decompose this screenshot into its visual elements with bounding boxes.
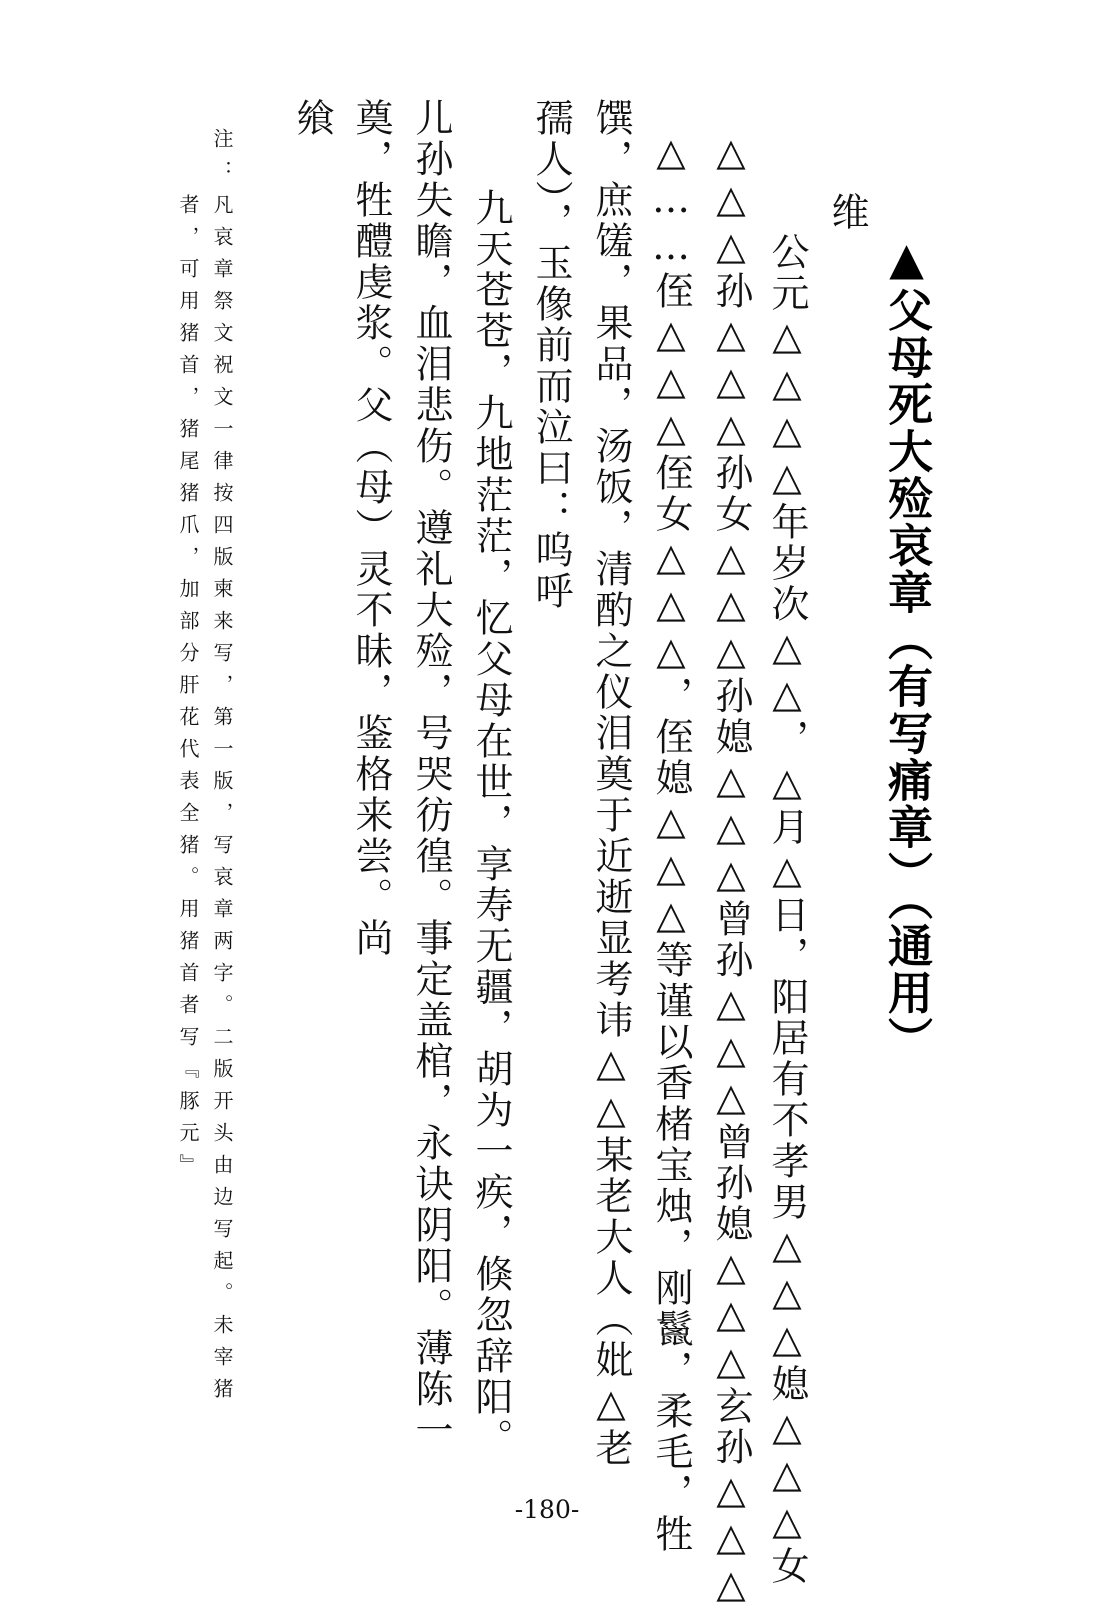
text-column-3: △△△孙△△△孙女△△△孙媳△△△曾孙△△△曾孙媳△△△玄孙△△△	[709, 130, 753, 1609]
page-number: -180-	[514, 1495, 580, 1524]
text-column-10: 飨	[290, 98, 334, 139]
page-title: ▲父母死大殓哀章（有写痛章）（通用）	[880, 232, 933, 1064]
text-column-6: 孺人），玉像前而泣曰：呜呼	[529, 98, 573, 612]
text-column-4: △……侄△△△侄女△△△，侄媳△△△等谨以香楮宝烛，刚鬣，柔毛，牲	[649, 130, 693, 1555]
note-line-1: 凡哀章祭文祝文一律按四版柬来写，第一版，写哀章两字。二版开头由边写起。未宰猪	[210, 194, 234, 1410]
text-column-8: 儿孙失瞻，血泪悲伤。遵礼大殓，号哭彷徨。事定盖棺，永诀阴阳。薄陈一	[409, 98, 453, 1451]
note-line-2: 者，可用猪首，猪尾猪爪，加部分肝花代表全猪。用猪首者写『豚元』	[176, 194, 200, 1186]
text-column-2: 公元△△△△年岁次△△，△月△日，阳居有不孝男△△△媳△△△女	[765, 232, 809, 1587]
text-column-7: 九天苍苍，九地茫茫，忆父母在世，享寿无疆，胡为一疾，倏忽辞阳。	[469, 188, 513, 1459]
text-column-1: 维	[825, 192, 869, 233]
text-column-9: 奠，牲醴虔浆。父（母）灵不昧，鉴格来尝。尚	[349, 98, 393, 959]
note-label: 注：	[210, 128, 234, 192]
text-column-5: 馔，庶馐，果品，汤饭，清酌之仪泪奠于近逝显考讳△△某老大人（妣△老	[589, 98, 633, 1469]
